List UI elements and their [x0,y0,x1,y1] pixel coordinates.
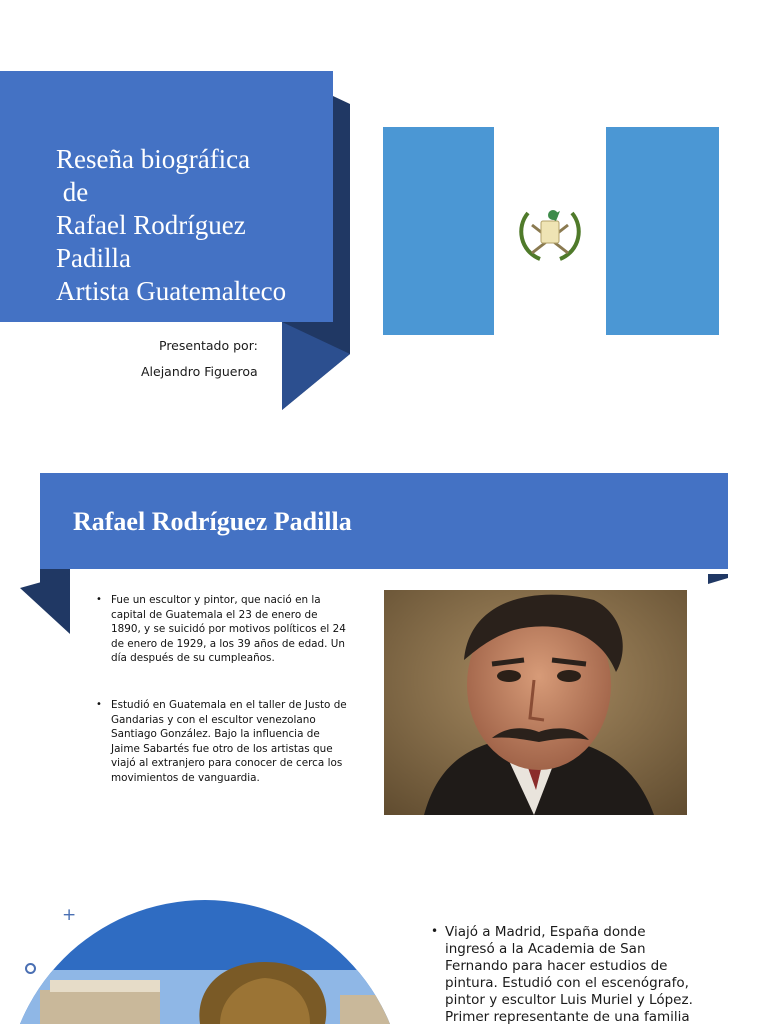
title-line: Reseña biográfica [56,144,251,174]
bio-bullet [431,924,693,1024]
section-title: Rafael Rodríguez Padilla [73,507,352,536]
presenter-name: Alejandro Figueroa [141,364,258,379]
bio-bullet-text: Estudió en Guatemala en el taller de Justo de Gandarias y con el escultor venezolano Santiago González. Bajo la influencia de Jaime Sabartés fue otro de los artistas que viajó al extranjero para conocer de cerca los movimientos de vanguardia. [111,699,347,784]
decorative-plus-icon: + [62,905,77,925]
title-line: de [56,177,89,207]
bullet-icon: • [96,699,102,710]
bio-bullet-text: Fue un escultor y pintor, que nació en la capital de Guatemala el 23 de enero de 1890, y se suicidó por motivos políticos el 24 de enero de 1929, a los 39 años de edad. Un día después de su cumpleaños. [111,594,346,665]
bullet-icon: • [96,594,102,605]
guatemala-flag-image [383,127,719,335]
section-banner [40,473,728,569]
portrait-image [384,590,687,815]
circular-photo-image [20,900,390,1024]
presented-by-label: Presentado por: [159,338,258,353]
bullet-icon: • [431,924,439,938]
title-banner [0,71,333,322]
title-line: Artista Guatemalteco [56,276,287,306]
bio-bullet-text: Viajó a Madrid, España donde ingresó a la Academia de San Fernando para hacer estudios de pintura. Estudió con el escenógrafo, pintor y escultor Luis Muriel y López. Primer representante de una familia [445,924,693,1024]
title-line: Rafael Rodríguez [56,210,246,240]
bio-bullet [96,593,347,666]
bio-bullet [96,698,347,786]
title-line: Padilla [56,243,131,273]
